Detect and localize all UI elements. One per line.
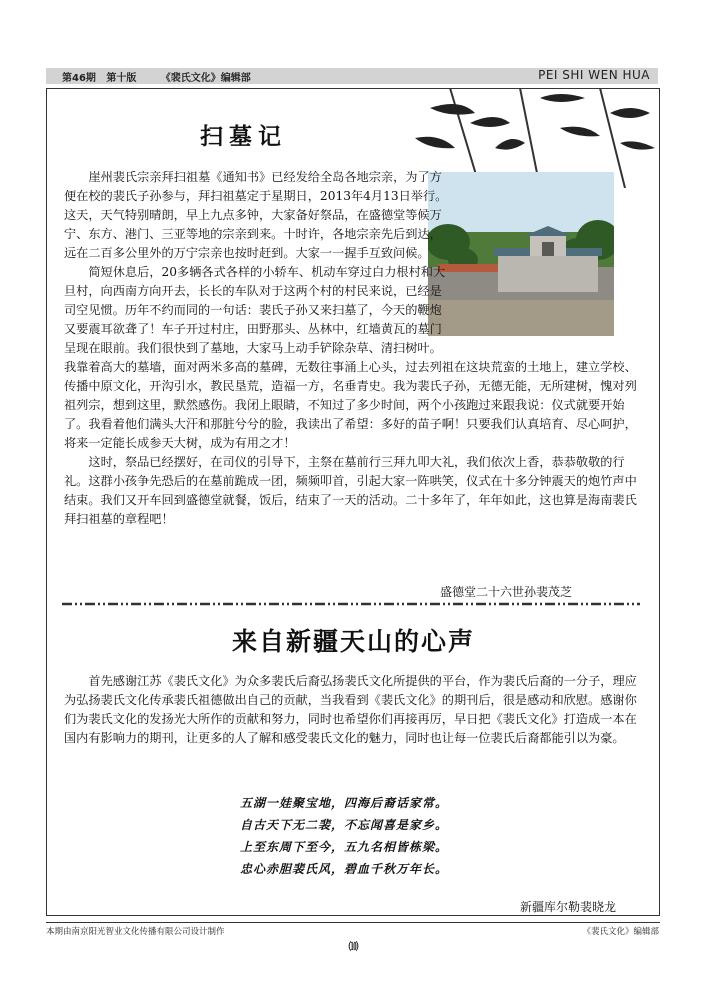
article2-signature: 新疆库尔勒裴晓龙 [520,900,617,914]
footer-credit: 本期由南京阳光智业文化传播有限公司设计制作 [46,927,225,937]
article2-body [64,672,640,748]
header-edition: 第十版 [106,73,137,84]
poem-line: 忠心赤胆裴氏风，碧血千秋万年长。 [240,862,449,876]
header-left [62,69,251,84]
article1-body [64,168,640,529]
page-header-bar [46,68,658,84]
poem [240,792,540,880]
article1-title: 扫墓记 [200,123,287,150]
article2-title: 来自新疆天山的心声 [231,627,475,656]
poem-line: 上至东周下至今，五九名相皆栋梁。 [240,840,449,854]
section-divider [62,602,640,606]
header-brand: PEI SHI WEN HUA [538,68,650,82]
poem-line: 自古天下无二裴，不忘闻喜是家乡。 [240,818,449,832]
article1-signature: 盛德堂二十六世孙裴茂芝 [440,585,573,599]
article1-paragraph: 崖州裴氏宗亲拜扫祖墓《通知书》已经发给全岛各地宗亲，为了方便在校的裴氏子孙参与，拜扫祖墓定于星期日，2013年4月13日举行。这天，天气特别晴朗，早上九点多钟，大家备好祭品，在盛德堂等候万宁、东方、港门、三亚等地的宗亲到来。十时许，各地宗亲先后到达，远在二百多公里外的万宁宗亲也按时赶到。大家一一握手互致问候。 [64,170,448,260]
article1-paragraph: 这时，祭品已经摆好，在司仪的引导下，主祭在墓前行三拜九叩大礼，我们依次上香，恭恭敬敬的行礼。这群小孩争先恐后的在墓前跪成一团，频频叩首，引起大家一阵哄笑，仪式在十多分钟震天的炮竹声中结束。我们又开车回到盛德堂就餐，饭后，结束了一天的活动。二十多年了，年年如此，这也算是海南裴氏拜扫祖墓的章程吧！ [64,455,637,526]
page-number: ⑽ [348,942,359,953]
footer-editorial: 《裴氏文化》编辑部 [582,927,659,937]
article1-paragraph: 简短休息后，20多辆各式各样的小轿车、机动车穿过白力根村和大旦村，向西南方向开去，长长的车队对于这两个村的村民来说，已经是司空见惯。历年不约而同的一句话：裴氏子孙又来扫墓了，今天的鞭炮又要震耳欲聋了！车子开过村庄，田野那头、丛林中，红墙黄瓦的墓门呈现在眼前。我们很快到了墓地，大家马上动手铲除杂草、清扫树叶。我靠着高大的墓墙，面对两米多高的墓碑，无数往事涌上心头，过去列祖在这块荒蛮的土地上，建立学校、传播中原文化，开沟引水，教民垦荒，造福一方，名垂青史。我为裴氏子孙，无德无能，无所建树，愧对列祖列宗，想到这里，默然感伤。我闭上眼睛，不知过了多少时间，两个小孩跑过来跟我说：仪式就要开始了。我看着他们满头大汗和那脏兮兮的脸，我读出了希望：多好的苗子啊！只要我们认真培育、尽心呵护，将来一定能长成参天大树，成为有用之才！ [64,265,637,450]
footer-rule [46,922,660,923]
header-issue: 第46期 [62,73,96,84]
header-editorial: 《裴氏文化》编辑部 [160,73,251,84]
article2-paragraph: 首先感谢江苏《裴氏文化》为众多裴氏后裔弘扬裴氏文化所提供的平台，作为裴氏后裔的一分子，理应为弘扬裴氏文化传承裴氏祖德做出自己的贡献，当我看到《裴氏文化》的期刊后，很是感动和欣慰。感谢你们为裴氏文化的发扬光大所作的贡献和努力，同时也希望你们再接再厉，早日把《裴氏文化》打造成一本在国内有影响力的期刊，让更多的人了解和感受裴氏文化的魅力，同时也让每一位裴氏后裔都能引以为豪。 [64,674,637,745]
poem-line: 五湖一娃聚宝地，四海后裔话家常。 [240,796,449,810]
